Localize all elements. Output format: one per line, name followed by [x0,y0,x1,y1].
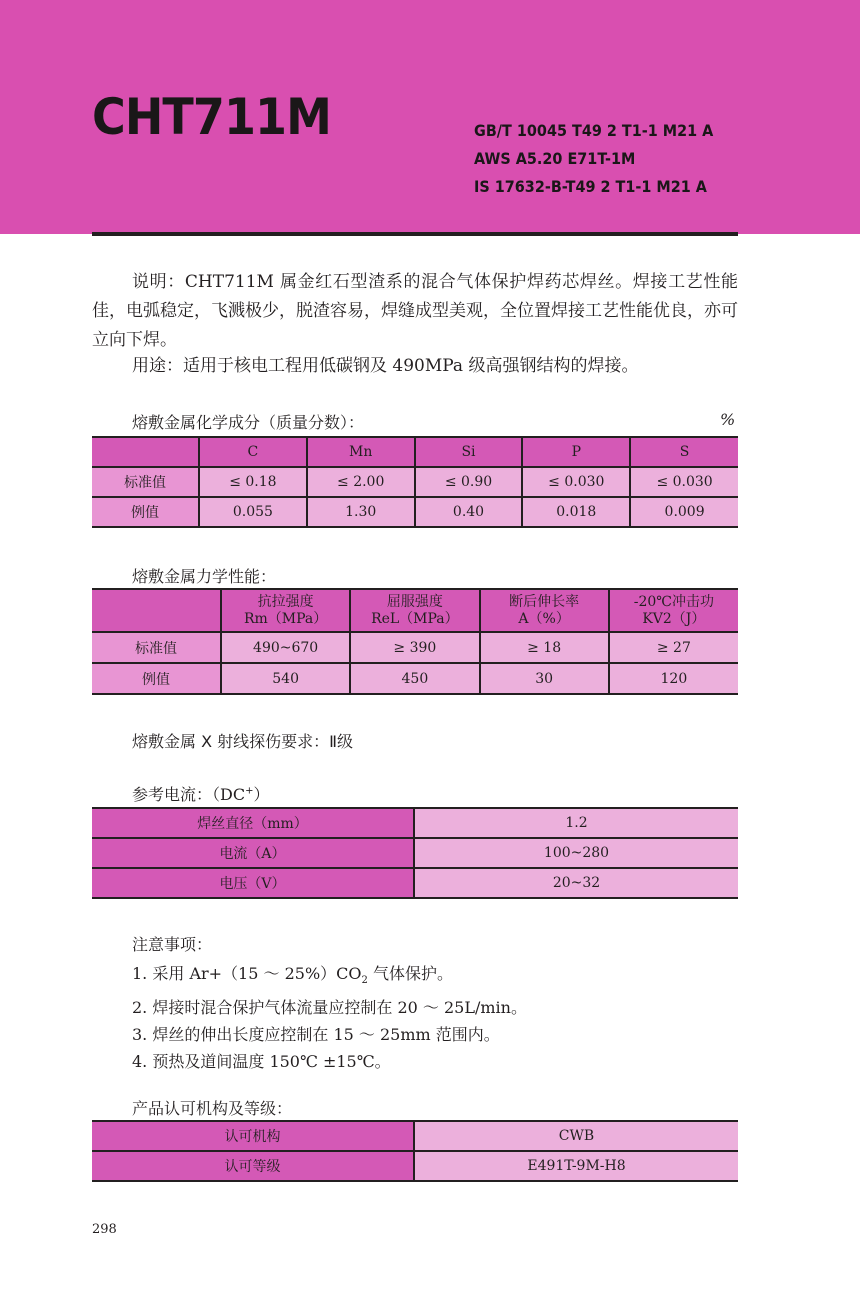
product-title: CHT711M [92,88,331,146]
description-text: CHT711M 属金红石型渣系的混合气体保护焊药芯焊丝。焊接工艺性能佳，电弧稳定，飞溅极少，脱渣容易，焊缝成型美观，全位置焊接工艺性能优良，亦可立向下焊。 [92,272,738,350]
list-item: 4. 预热及道间温度 150℃ ±15℃。 [132,1052,391,1072]
row-label: 认可机构 [92,1121,414,1151]
table-cell: 0.055 [199,497,307,527]
row-label: 焊丝直径（mm） [92,808,414,838]
header-band [0,0,860,234]
table-row [92,467,738,497]
table-cell: CWB [414,1121,738,1151]
standards-list [474,117,713,201]
table-cell: ≤ 0.18 [199,467,307,497]
list-item [132,960,527,994]
table-cell: 100~280 [414,838,738,868]
mech-col-line2: KV2（J） [642,610,706,627]
usage-text: 适用于核电工程用低碳钢及 490MPa 级高强钢结构的焊接。 [183,356,639,376]
mech-col-header [609,589,738,632]
table-cell: 30 [480,663,609,694]
mech-col-line2: A（%） [518,610,570,627]
table-cell: ≤ 2.00 [307,467,415,497]
description-paragraph [92,268,738,355]
list-item: 2. 焊接时混合保护气体流量应控制在 20 ～ 25L/min。 [132,998,527,1018]
chem-header-row [92,437,738,467]
row-label: 电流（A） [92,838,414,868]
table-cell: E491T-9M-H8 [414,1151,738,1181]
current-heading-label: 参考电流： [132,785,213,804]
current-heading-sup: + [245,785,254,797]
table-cell: 0.018 [522,497,630,527]
table-row [92,1151,738,1181]
row-label: 认可等级 [92,1151,414,1181]
mech-col-header [92,589,221,632]
current-heading-note: （DC [212,785,246,804]
table-cell: 120 [609,663,738,694]
list-item: 3. 焊丝的伸出长度应控制在 15 ～ 25mm 范围内。 [132,1025,500,1045]
table-row [92,632,738,663]
mech-col-line1: 断后伸长率 [509,593,580,610]
mech-col-line1: 屈服强度 [386,593,443,610]
description-label: 说明： [132,272,185,292]
chem-col-header: Si [415,437,523,467]
current-heading-end: ） [253,785,270,804]
note-1-post: 气体保护。 [367,964,453,983]
mech-col-line2: ReL（MPa） [371,610,459,627]
table-cell: 540 [221,663,350,694]
note-1-sub: 2 [361,975,368,987]
table-cell: ≥ 390 [350,632,479,663]
table-cell: ≤ 0.90 [415,467,523,497]
row-label: 例值 [92,663,221,694]
table-cell: 1.30 [307,497,415,527]
xray-requirement: 熔敷金属 X 射线探伤要求：Ⅱ级 [132,732,354,751]
note-1-pre: 1. 采用 Ar+（15 ～ 25%）CO [132,964,362,983]
mech-table [92,588,738,695]
table-cell: 1.2 [414,808,738,838]
chem-col-header: Mn [307,437,415,467]
standard-gb: GB/T 10045 T49 2 T1-1 M21 A [474,121,714,140]
table-row [92,868,738,898]
mech-col-header [350,589,479,632]
current-table [92,807,738,899]
table-cell: 0.40 [415,497,523,527]
mech-col-line1: -20℃冲击功 [633,593,714,610]
usage-paragraph [92,352,738,381]
mech-col-header [221,589,350,632]
approval-heading: 产品认可机构及等级： [132,1099,293,1118]
mech-col-line1: 抗拉强度 [257,593,314,610]
table-cell: ≥ 18 [480,632,609,663]
table-cell: 490~670 [221,632,350,663]
table-cell: ≤ 0.030 [522,467,630,497]
chem-heading: 熔敷金属化学成分（质量分数）： [132,413,365,432]
table-row [92,663,738,694]
row-label: 标准值 [92,632,221,663]
row-label: 电压（V） [92,868,414,898]
table-cell: ≤ 0.030 [630,467,738,497]
mech-col-header [480,589,609,632]
page-number: 298 [92,1222,117,1237]
table-row [92,808,738,838]
table-cell: 0.009 [630,497,738,527]
table-cell: ≥ 27 [609,632,738,663]
notes-list [132,960,527,1075]
chem-col-header [92,437,199,467]
table-cell: 450 [350,663,479,694]
table-row [92,1121,738,1151]
notes-heading: 注意事项： [132,935,213,954]
chem-table [92,436,738,528]
chem-col-header: P [522,437,630,467]
row-label: 标准值 [92,467,199,497]
current-heading [132,782,270,805]
row-label: 例值 [92,497,199,527]
mech-heading: 熔敷金属力学性能： [132,567,277,586]
chem-col-header: C [199,437,307,467]
chem-unit: % [720,410,736,429]
usage-label: 用途： [132,356,183,376]
mech-header-row [92,589,738,632]
mech-col-line2: Rm（MPa） [243,610,328,627]
table-row [92,838,738,868]
header-rule [92,232,738,236]
approval-table [92,1120,738,1182]
chem-col-header: S [630,437,738,467]
standard-is: IS 17632-B-T49 2 T1-1 M21 A [474,177,707,196]
standard-aws: AWS A5.20 E71T-1M [474,149,636,168]
table-cell: 20~32 [414,868,738,898]
table-row [92,497,738,527]
